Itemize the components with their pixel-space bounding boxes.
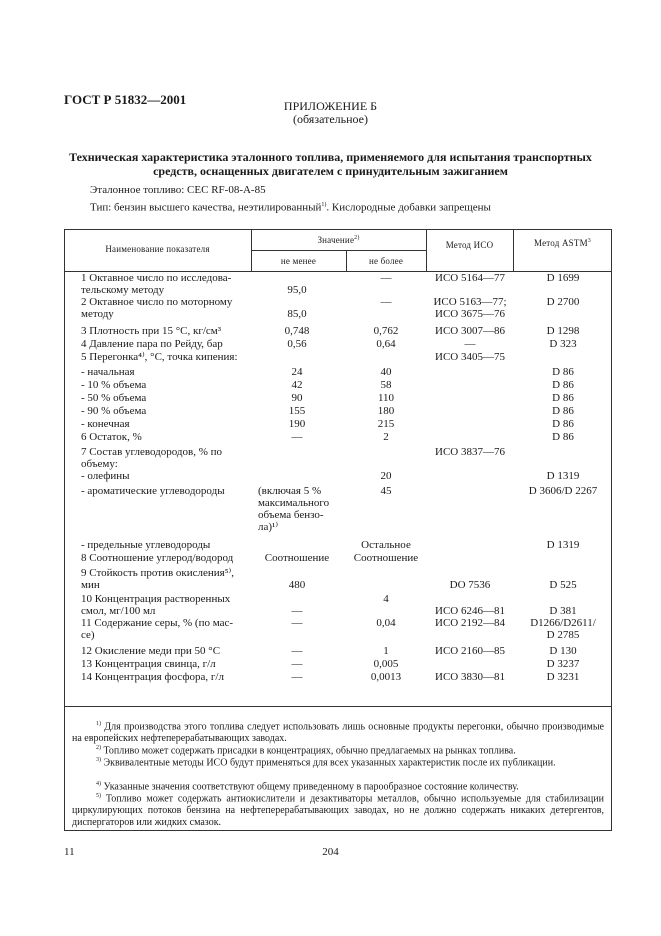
value-min: 480 [288, 579, 306, 591]
method-iso: ИСО 5163—77; ИСО 3675—76 [433, 296, 507, 320]
value-min: 0,56 [287, 338, 307, 350]
value-max: 40 [380, 366, 392, 378]
footnote-mark: 5) [96, 793, 101, 799]
footnote-text: Для производства этого топлива следует использовать лишь основные продукты перегонки, обычно производимые на европейских нефтеперерабатывающих заводах. [72, 721, 604, 745]
fuel-type-text-end: . Кислородные добавки запрещены [326, 201, 491, 214]
method-iso: ИСО 3405—75 [435, 351, 505, 363]
value-min: 24 [291, 366, 303, 378]
table-vline-4 [513, 229, 514, 271]
value-max: — [380, 296, 392, 308]
method-astm: D 86 [552, 431, 574, 443]
header-astm [513, 238, 612, 248]
fuel-type-footnote-mark: 1) [321, 202, 327, 208]
table-hline-sub [251, 250, 426, 251]
fuel-type-text: Тип: бензин высшего качества, неэтилированный [90, 201, 322, 214]
footnote-mark: 4) [96, 781, 101, 787]
appendix-heading [0, 100, 661, 126]
method-iso: — [464, 338, 476, 350]
value-min: — [291, 658, 303, 670]
value-min: — [291, 617, 303, 629]
fuel-type-line [90, 198, 491, 216]
appendix-subtitle: (обязательное) [293, 112, 368, 126]
value-min: — [291, 645, 303, 657]
value-max: 1 [383, 645, 389, 657]
table-hline-footnotes [64, 706, 612, 707]
footnote-mark: 3) [96, 757, 101, 763]
header-iso: Метод ИСО [445, 240, 494, 250]
method-astm: D 86 [552, 366, 574, 378]
param-name: 11 Содержание серы, % (по мас- се) [81, 617, 234, 641]
value-max: 215 [377, 418, 395, 430]
value-min: — [291, 431, 303, 443]
appendix-title: ПРИЛОЖЕНИЕ Б [283, 99, 378, 113]
method-astm: D 1699 [546, 272, 580, 284]
value-min: 0,748 [284, 325, 310, 337]
method-astm: D 1319 [546, 470, 580, 482]
method-astm: D1266/D2611/ D 2785 [530, 617, 596, 641]
value-max: 110 [377, 392, 395, 404]
param-name: - 10 % объема [81, 379, 147, 391]
value-min: — [291, 671, 303, 683]
value-min: (включая 5 % максимального объема бензо- ла)¹⁾ [258, 485, 330, 533]
value-max: 2 [383, 431, 389, 443]
value-min: 155 [288, 405, 306, 417]
value-min: 42 [291, 379, 303, 391]
header-astm-sup: 3 [587, 238, 591, 244]
method-astm: D 2700 [546, 296, 580, 308]
header-astm-text: Метод ASTM [534, 238, 588, 248]
param-name: - 50 % объема [81, 392, 147, 404]
param-name: - ароматические углеводороды [81, 485, 225, 497]
header-min: не менее [280, 256, 317, 266]
method-astm: D 130 [549, 645, 577, 657]
page-number-center: 204 [322, 846, 339, 858]
param-name: 13 Концентрация свинца, г/л [81, 658, 216, 670]
param-name: 14 Концентрация фосфора, г/л [81, 671, 224, 683]
method-astm: D 86 [552, 379, 574, 391]
header-value [251, 235, 426, 245]
method-astm: D 3231 [546, 671, 580, 683]
value-min: Соотношение [264, 552, 330, 564]
method-astm: D 3606/D 2267 [528, 485, 598, 497]
value-max: Остальное [361, 539, 411, 551]
param-name: 3 Плотность при 15 °С, кг/см³ [81, 325, 222, 337]
value-min: 90 [291, 392, 303, 404]
method-iso: ИСО 5164—77 [435, 272, 505, 284]
footnote-text: Эквивалентные методы ИСО будут применяться для всех указанных характеристик после их публикации. [101, 757, 556, 769]
value-min: 95,0 [287, 284, 307, 296]
value-max: 0,762 [373, 325, 399, 337]
method-iso: ИСО 3830—81 [435, 671, 505, 683]
footnote-text: Указанные значения соответствуют общему приведенному в парообразное состояние количеству. [101, 781, 519, 793]
method-astm: D 525 [549, 579, 577, 591]
value-min: — [291, 605, 303, 617]
document-title: Техническая характеристика эталонного топлива, применяемого для испытания транспортных средств, оснащенных двигателем с принудительным зажиганием [69, 150, 592, 178]
method-iso: ИСО 2160—85 [435, 645, 505, 657]
param-name: - начальная [81, 366, 135, 378]
method-astm: D 3237 [546, 658, 580, 670]
header-value-sup: 2) [354, 235, 360, 241]
method-astm: D 323 [549, 338, 577, 350]
param-name: 2 Октавное число по моторному методу [81, 296, 233, 320]
header-name: Наименование показателя [105, 244, 210, 254]
value-max: 180 [377, 405, 395, 417]
footnote-text: Топливо может содержать антиокислители и дезактиваторы металлов, обычно используемые для стабилизации циркулирующих потоков бензина на нефтеперерабатывающих заводах, но не должно содержать никаких детергентов, диспергаторов или жидких смазок. [72, 793, 604, 829]
reference-fuel-line: Эталонное топливо: СЕС RF-08-A-85 [90, 184, 266, 196]
value-max: 45 [380, 485, 392, 497]
table-vline-3 [426, 229, 427, 271]
footnote [72, 754, 604, 769]
footnote [72, 790, 604, 829]
footnote-mark: 2) [96, 745, 101, 751]
param-name: 12 Окисление меди при 50 °С [81, 645, 221, 657]
value-max: — [380, 272, 392, 284]
value-max: 0,64 [376, 338, 396, 350]
value-max: 0,0013 [370, 671, 402, 683]
document-code: ГОСТ Р 51832—2001 [64, 92, 187, 107]
param-name: - предельные углеводороды [81, 539, 211, 551]
param-name: 6 Остаток, % [81, 431, 142, 443]
intro-block [90, 183, 491, 216]
param-name: - 90 % объема [81, 405, 147, 417]
method-iso: ИСО 6246—81 [435, 605, 505, 617]
param-name: 10 Концентрация растворенных смол, мг/100 мл [81, 593, 231, 617]
value-max: 0,04 [376, 617, 396, 629]
value-max: 20 [380, 470, 392, 482]
value-max: Соотношение [353, 552, 419, 564]
header-value-text: Значение [317, 235, 355, 245]
footnote-text: Топливо может содержать присадки в концентрациях, обычно предлагаемых на рынках топлива. [101, 745, 516, 757]
param-name: - олефины [81, 470, 130, 482]
param-name: 9 Стойкость против окисления⁵⁾, мин [81, 567, 234, 591]
value-min: 85,0 [287, 308, 307, 320]
header-max: не более [368, 256, 404, 266]
method-iso: DO 7536 [449, 579, 491, 591]
method-iso: ИСО 2192—84 [435, 617, 505, 629]
method-astm: D 86 [552, 392, 574, 404]
method-astm: D 86 [552, 405, 574, 417]
param-name: 5 Перегонка⁴⁾, °С, точка кипения: [81, 351, 238, 363]
param-name: 4 Давление пара по Рейду, бар [81, 338, 223, 350]
value-min: 190 [288, 418, 306, 430]
method-iso: ИСО 3837—76 [435, 446, 505, 458]
value-max: 58 [380, 379, 392, 391]
value-max: 0,005 [373, 658, 399, 670]
param-name: 1 Октавное число по исследова- тельскому методу [81, 272, 232, 296]
method-astm: D 1319 [546, 539, 580, 551]
method-astm: D 381 [549, 605, 577, 617]
param-name: 7 Состав углеводородов, % по объему: [81, 446, 223, 470]
method-iso: ИСО 3007—86 [435, 325, 505, 337]
value-max: 4 [383, 593, 389, 605]
method-astm: D 1298 [546, 325, 580, 337]
page-number-left: 11 [64, 846, 75, 858]
param-name: - конечная [81, 418, 130, 430]
method-astm: D 86 [552, 418, 574, 430]
param-name: 8 Соотношение углерод/водород [81, 552, 234, 564]
footnote-mark: 1) [96, 721, 101, 727]
